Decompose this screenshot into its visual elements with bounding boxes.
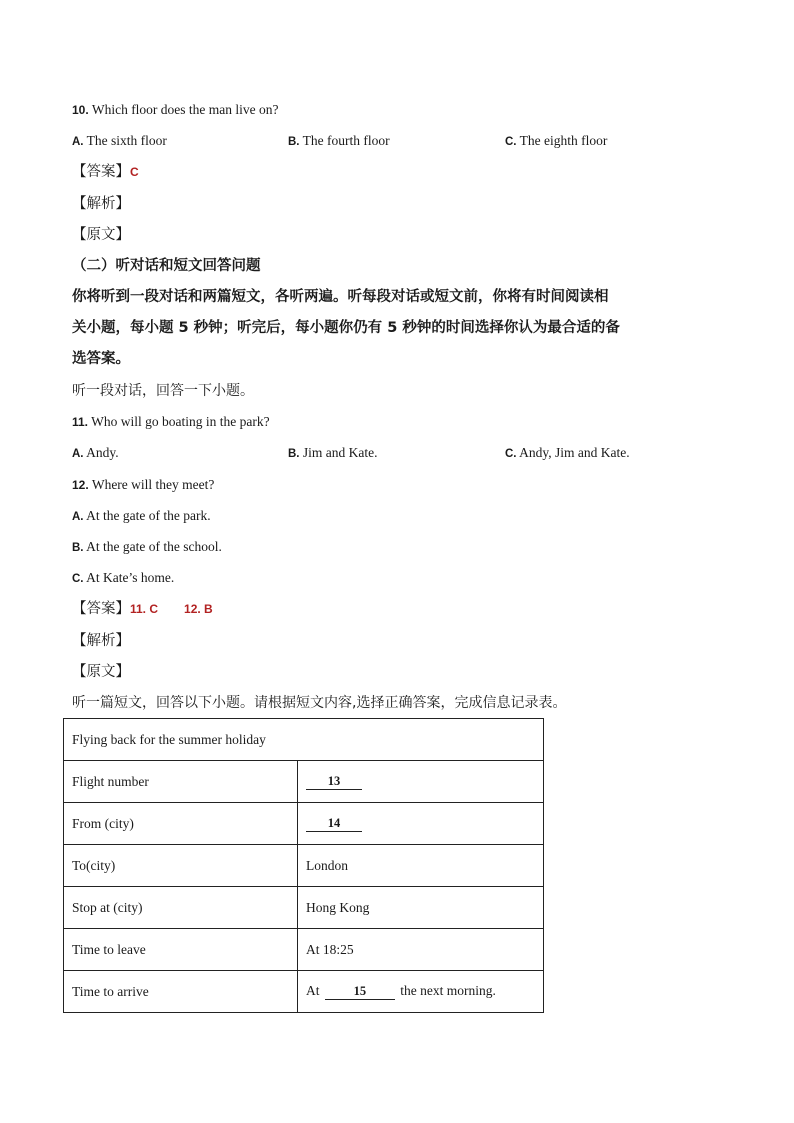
table-row	[64, 761, 544, 803]
row-label: From (city)	[64, 803, 298, 845]
q11-option-b: B. Jim and Kate.	[288, 445, 378, 460]
table-row	[64, 845, 544, 887]
q10-analysis-tag: 【解析】	[72, 196, 130, 212]
blank-13: 13	[306, 774, 362, 790]
row-value: At 15 the next morning.	[298, 971, 544, 1013]
q12-option-a: A. At the gate of the park.	[72, 508, 211, 523]
q11-question: 11. Who will go boating in the park?	[72, 414, 270, 429]
table-title-row	[64, 719, 544, 761]
row-value: Hong Kong	[298, 887, 544, 929]
table-title: Flying back for the summer holiday	[64, 719, 544, 761]
row-value	[298, 761, 544, 803]
instruction-line-3: 选答案。	[72, 351, 130, 367]
row-value	[298, 803, 544, 845]
q12-option-b: B. At the gate of the school.	[72, 539, 222, 554]
row-label: Time to arrive	[64, 971, 298, 1013]
q10-answer: 【答案】C	[72, 164, 139, 180]
q10-option-a: A. The sixth floor	[72, 133, 167, 148]
instruction-line-1: 你将听到一段对话和两篇短文，各听两遍。听每段对话或短文前，你将有时间阅读相	[72, 289, 609, 305]
dialog-intro: 听一段对话，回答一下小题。	[72, 383, 254, 399]
q10-option-c: C. The eighth floor	[505, 133, 608, 148]
table-row	[64, 803, 544, 845]
q10-question	[72, 101, 279, 119]
passage-intro: 听一篇短文，回答以下小题。请根据短文内容,选择正确答案，完成信息记录表。	[72, 695, 567, 711]
q12-option-c: C. At Kate’s home.	[72, 570, 175, 585]
q10-text: Which floor does the man live on?	[91, 102, 279, 117]
row-value: London	[298, 845, 544, 887]
instruction-line-2: 关小题，每小题 5 秒钟；听完后，每小题你仍有 5 秒钟的时间选择你认为最合适的备	[72, 320, 620, 336]
q10-source-tag: 【原文】	[72, 227, 130, 243]
table-row	[64, 887, 544, 929]
q11-12-source-tag: 【原文】	[72, 664, 130, 680]
row-value: At 18:25	[298, 929, 544, 971]
q11-option-a: A. Andy.	[72, 445, 119, 460]
q11-12-analysis-tag: 【解析】	[72, 633, 130, 649]
q12-question: 12. Where will they meet?	[72, 477, 215, 492]
row-label: Stop at (city)	[64, 887, 298, 929]
info-table	[63, 718, 544, 1013]
table-row	[64, 971, 544, 1013]
q10-number: 10.	[72, 103, 89, 117]
section-heading: （二）听对话和短文回答问题	[72, 258, 261, 274]
blank-15: 15	[325, 984, 395, 1000]
q10-option-b: B. The fourth floor	[288, 133, 390, 148]
row-label: To(city)	[64, 845, 298, 887]
q11-12-answer: 【答案】11. C 12. B	[72, 601, 213, 617]
blank-14: 14	[306, 816, 362, 832]
row-label: Time to leave	[64, 929, 298, 971]
q11-option-c: C. Andy, Jim and Kate.	[505, 445, 630, 460]
row-label: Flight number	[64, 761, 298, 803]
table-row	[64, 929, 544, 971]
